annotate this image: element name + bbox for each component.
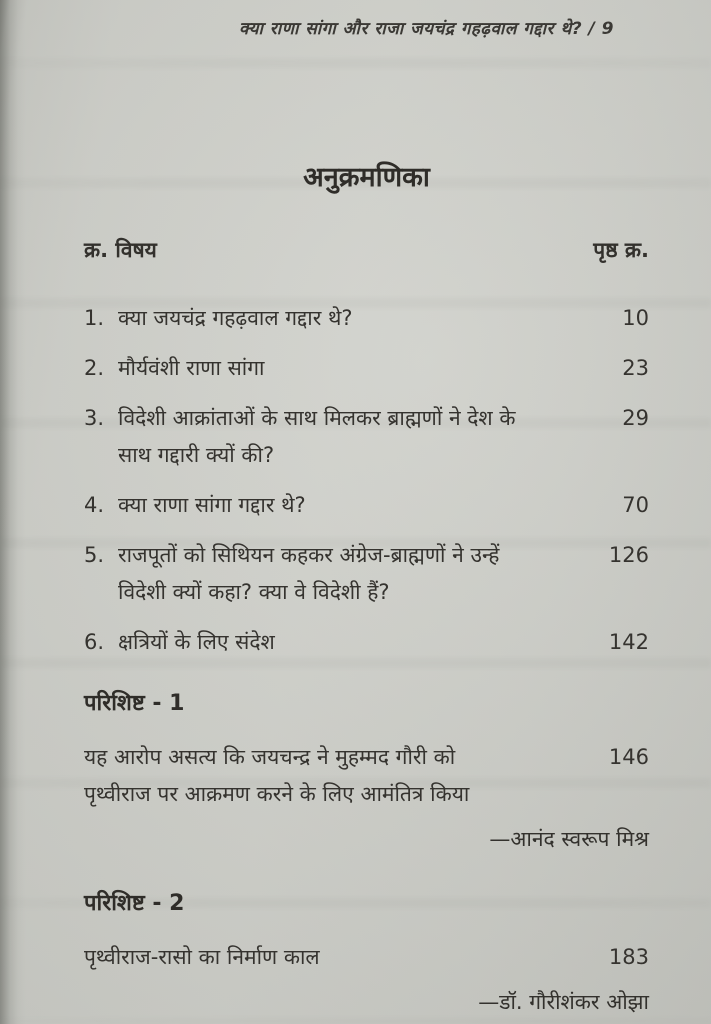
entry-number: 6. [84,630,105,654]
entry-number: 1. [84,306,105,330]
toc-entry-6 [84,624,649,661]
toc-entry-5 [84,537,649,611]
appendix-2-heading: परिशिष्ट - 2 [84,891,185,916]
entry-title: क्षत्रियों के लिए संदेश [118,630,275,654]
column-header-subject: क्र. विषय [84,238,157,262]
entry-number: 4. [84,493,105,517]
appendix-2-page-number: 183 [608,945,649,969]
toc-entry-1 [84,300,649,337]
entry-number: 5. [84,543,105,567]
appendix-1-page-number: 146 [608,745,649,769]
entry-title: राजपूतों को सिथियन कहकर अंग्रेज-ब्राह्मणों ने उन्हें विदेशी क्यों कहा? क्या वे विदेशी हैं? [118,543,500,604]
entry-title: क्या जयचंद्र गहढ़वाल गद्दार थे? [118,306,353,330]
entry-number: 2. [84,356,105,380]
appendix-1-entry [84,739,649,813]
toc-entries [84,300,649,661]
appendix-1-author: —आनंद स्वरूप मिश्र [489,827,649,851]
entry-page-number: 70 [622,493,649,517]
entry-title: क्या राणा सांगा गद्दार थे? [118,493,306,517]
appendix-2-title: पृथ्वीराज-रासो का निर्माण काल [84,945,320,969]
entry-title: विदेशी आक्रांताओं के साथ मिलकर ब्राह्मणों ने देश के साथ गद्दारी क्यों की? [118,406,516,467]
table-of-contents [84,0,649,1016]
entry-page-number: 29 [622,406,649,430]
entry-page-number: 10 [622,306,649,330]
entry-page-number: 142 [608,630,649,654]
page-title: अनुक्रमणिका [303,162,430,193]
toc-entry-3 [84,400,649,474]
appendix-1-heading: परिशिष्ट - 1 [84,691,185,716]
entry-title: मौर्यवंशी राणा सांगा [118,356,265,380]
toc-entry-4 [84,487,649,524]
entry-page-number: 126 [608,543,649,567]
appendix-2-author: —डॉ. गौरीशंकर ओझा [478,990,649,1014]
entry-number: 3. [84,406,105,430]
appendix-1-title: यह आरोप असत्य कि जयचन्द्र ने मुहम्मद गौरी को पृथ्वीराज पर आक्रमण करने के लिए आमंतित्र किया [84,745,470,806]
entry-page-number: 23 [622,356,649,380]
toc-entry-2 [84,350,649,387]
appendix-2-entry [84,939,649,976]
column-header-page-number: पृष्ठ क्र. [593,238,649,262]
running-head: क्या राणा सांगा और राजा जयचंद्र गहढ़वाल गद्दार थे? / 9 [239,19,614,39]
column-headers [84,236,649,264]
